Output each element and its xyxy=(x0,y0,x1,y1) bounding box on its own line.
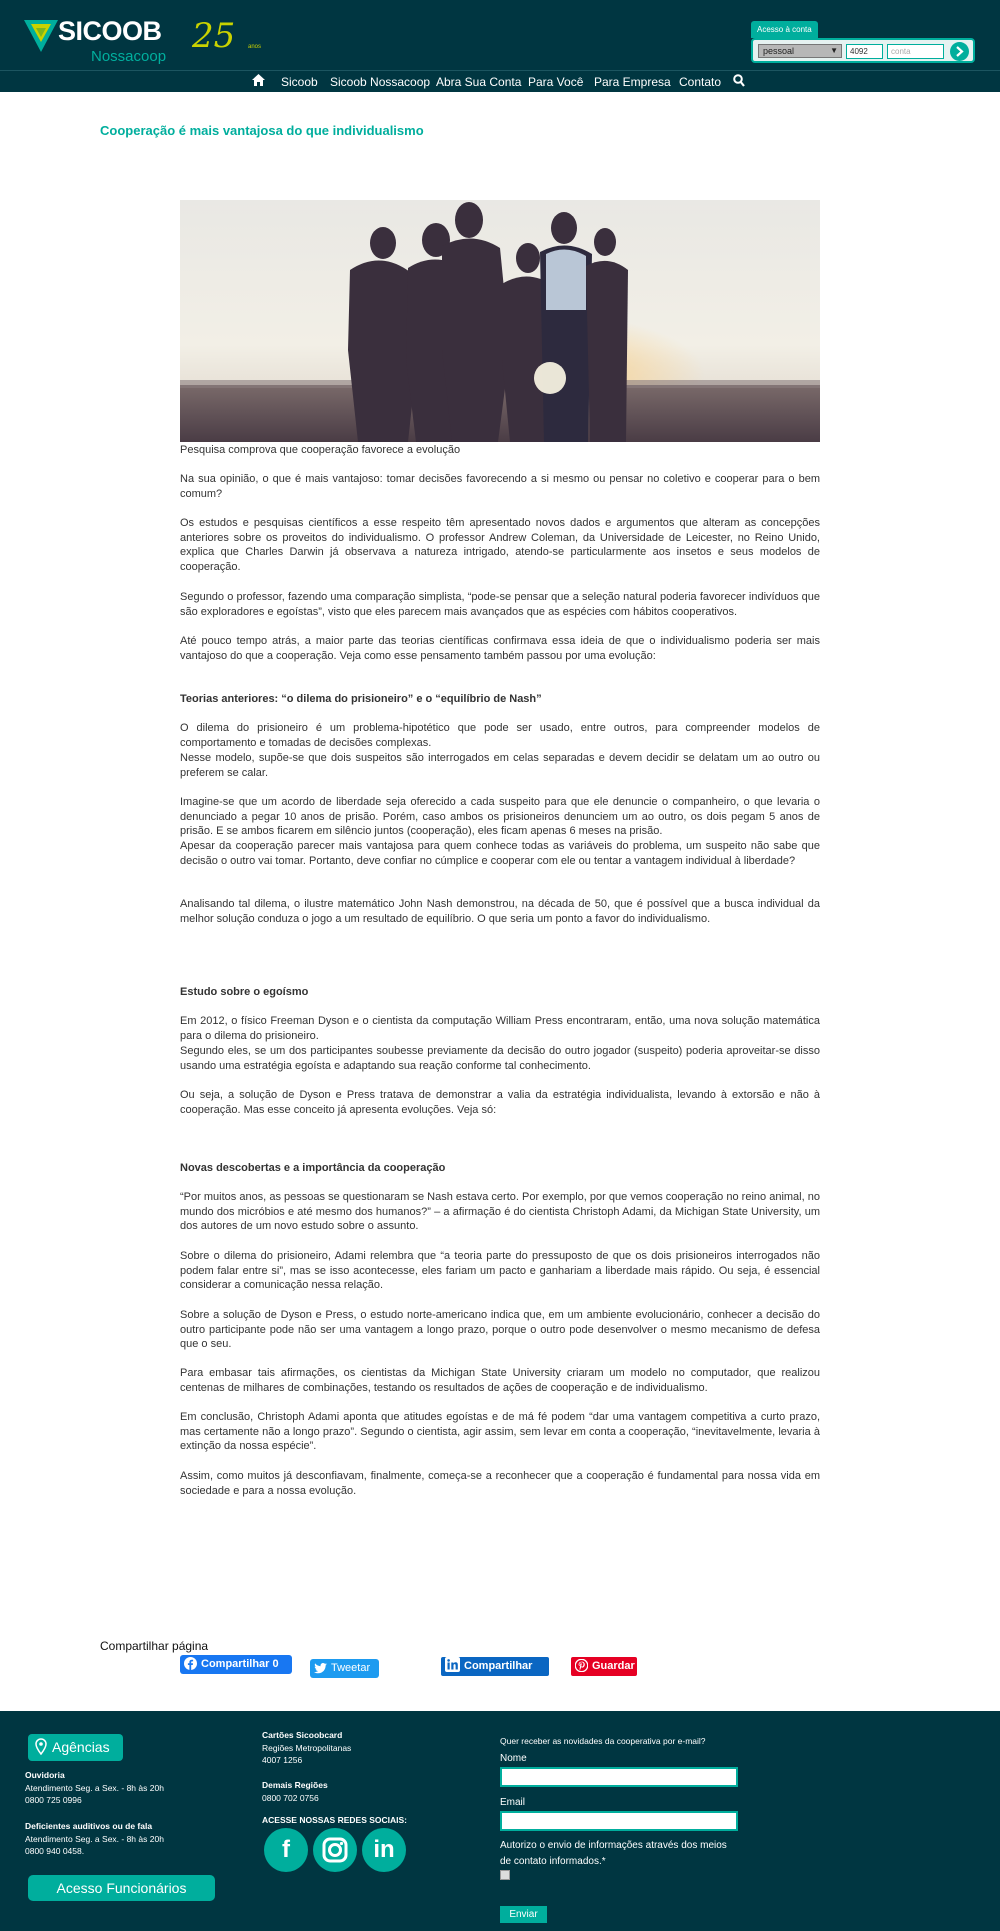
nav-contato[interactable]: Contato xyxy=(679,75,722,89)
article-paragraph: Em 2012, o físico Freeman Dyson e o cientista da computação William Press encontraram, então, uma nova solução matemática para o dilema do prisioneiro. xyxy=(180,1015,820,1042)
deficientes-hours: Atendimento Seg. a Sex. - 8h às 20h xyxy=(25,1833,164,1844)
article-paragraph: Segundo eles, se um dos participantes soubesse previamente da decisão do outro jogador (suspeito) poderia aproveitar-se disso usando uma estratégia egoísta e adaptando sua reação conforme tal conhecimento. xyxy=(180,1045,820,1072)
article-paragraph: Até pouco tempo atrás, a maior parte das teorias científicas confirmava essa ideia de que o individualismo poderia ser mais vantajoso do que a cooperação. Veja como esse pensamento também passou por uma evolução: xyxy=(180,635,820,662)
twitter-share-button[interactable] xyxy=(310,1659,379,1678)
article-paragraph: Na sua opinião, o que é mais vantajoso: tomar decisões favorecendo a si mesmo ou pensar no coletivo e cooperar para o bem comum? xyxy=(180,473,820,500)
share-title: Compartilhar página xyxy=(100,1639,209,1653)
facebook-share-button[interactable] xyxy=(180,1655,292,1674)
ouvidoria-info xyxy=(25,1769,164,1807)
account-type-value: pessoal xyxy=(763,46,795,56)
agencias-button[interactable] xyxy=(28,1734,123,1761)
twitter-icon xyxy=(314,1663,327,1674)
cartoes-title: Cartões Sicoobcard xyxy=(262,1730,343,1740)
hero-image xyxy=(180,200,820,442)
article-paragraph: Sobre o dilema do prisioneiro, Adami relembra que “a teoria parte do pressuposto de que os dois prisioneiros interrogados não podem falar entre si”, mas se isso acontecesse, eles fariam um pacto e ganhariam a liberdade mais rápido. Ou seja, é essencial considerar a comunicação nessa relação. xyxy=(180,1250,820,1292)
site-footer xyxy=(0,1711,1000,1931)
account-access-form xyxy=(751,38,975,63)
email-input[interactable] xyxy=(500,1811,738,1831)
pinterest-save-button[interactable] xyxy=(571,1657,637,1676)
redes-title: ACESSE NOSSAS REDES SOCIAIS: xyxy=(262,1815,408,1825)
main-nav xyxy=(0,70,1000,92)
enviar-button[interactable]: Enviar xyxy=(500,1906,547,1923)
article-paragraph: Em conclusão, Christoph Adami aponta que atitudes egoístas e de má fé podem “dar uma vantagem competitiva a curto prazo, mas certamente não a longo prazo”. Segundo o cientista, agir assim, sem levar em conta a cooperação, “inevitavelmente, levaria à extinção da nossa espécie”. xyxy=(180,1411,820,1453)
cooperative-input[interactable]: 4092 xyxy=(846,44,883,59)
linkedin-icon xyxy=(445,1657,460,1672)
article-paragraph: Analisando tal dilema, o ilustre matemático John Nash demonstrou, na década de 50, que é possível que a busca individual da melhor solução conduza o jogo a um resultado de equilíbrio. O que seria um ponto a favor do individualismo. xyxy=(180,898,820,925)
dropdown-arrow-icon: ▼ xyxy=(830,46,838,55)
access-go-button[interactable] xyxy=(950,42,969,61)
nav-sicoob-nossacoop[interactable]: Sicoob Nossacoop xyxy=(330,75,431,89)
article-paragraph: O dilema do prisioneiro é um problema-hipotético que pode ser usado, entre outros, para compreender modelos de comportamento e tomadas de decisões complexas. xyxy=(180,722,820,749)
instagram-icon xyxy=(313,1828,357,1872)
nav-para-voce[interactable]: Para Você xyxy=(528,75,584,89)
anniversary-number: 25 xyxy=(192,16,236,56)
article-paragraph: Os estudos e pesquisas científicos a esse respeito têm apresentado novos dados e argumentos que alteram as concepções anteriores sobre os proveitos do individualismo. O professor Andrew Coleman, da Universidade de Leicester, no Reino Unido, explica que Charles Darwin já observava a natureza intrigado, atendo-se particularmente aos insetos e seus modelos de cooperação. xyxy=(180,517,820,573)
logo-text: SICOOB xyxy=(58,16,162,46)
section-heading: Novas descobertas e a importância da cooperação xyxy=(180,1162,446,1174)
cartoes-phone: 4007 1256 xyxy=(262,1755,303,1765)
site-header xyxy=(0,0,1000,92)
account-access-tab: Acesso à conta xyxy=(751,21,818,38)
section-heading: Estudo sobre o egoísmo xyxy=(180,986,309,998)
image-caption: Pesquisa comprova que cooperação favorece a evolução xyxy=(180,444,461,456)
article-paragraph: Segundo o professor, fazendo uma comparação simplista, “pode-se pensar que a seleção natural poderia favorecer indivíduos que são exploradores e egoístas”, visto que eles parecem mais avançados que as espécies com hábitos cooperativos. xyxy=(180,591,820,618)
instagram-social-link[interactable] xyxy=(313,1828,357,1872)
arrow-right-icon xyxy=(954,46,965,57)
article-paragraph: “Por muitos anos, as pessoas se questionaram se Nash estava certo. Por exemplo, por que vemos cooperação no reino animal, no mundo dos micróbios e até mesmo dos humanos?” – a afirmação é do cientista Christoph Adami, da Michigan State University, um dos autores de um novo estudo sobre o assunto. xyxy=(180,1191,820,1233)
ouvidoria-phone: 0800 725 0996 xyxy=(25,1795,82,1805)
account-type-select[interactable] xyxy=(758,44,842,58)
search-icon[interactable] xyxy=(733,74,745,87)
acesso-funcionarios-button[interactable]: Acesso Funcionários xyxy=(28,1875,215,1901)
ouvidoria-title: Ouvidoria xyxy=(25,1770,65,1780)
linkedin-icon: in xyxy=(373,1836,395,1863)
nav-abra-sua-conta[interactable]: Abra Sua Conta xyxy=(436,75,522,89)
pinterest-icon xyxy=(575,1659,588,1672)
page-title: Cooperação é mais vantajosa do que individualismo xyxy=(100,123,424,138)
deficientes-phone: 0800 940 0458. xyxy=(25,1846,85,1856)
anniversary-badge xyxy=(192,16,272,56)
autorizo-label: Autorizo o envio de informações através dos meios de contato informados.* xyxy=(500,1840,727,1867)
pinterest-save-label: Guardar xyxy=(592,1660,635,1672)
home-icon[interactable] xyxy=(252,74,265,86)
article-paragraph: Ou seja, a solução de Dyson e Press tratava de demonstrar a valia da estratégia individualista, levando à extorsão e não à cooperação. Mas esse conceito já apresenta evoluções. Veja só: xyxy=(180,1089,820,1116)
facebook-icon xyxy=(184,1657,197,1670)
logo-subtitle: Nossacoop xyxy=(91,48,167,65)
facebook-social-link[interactable] xyxy=(264,1828,308,1872)
cartoes-regioes: Regiões Metropolitanas xyxy=(262,1742,352,1753)
cartoes-info xyxy=(262,1729,351,1767)
deficientes-title: Deficientes auditivos ou de fala xyxy=(25,1821,153,1831)
demais-phone: 0800 702 0756 xyxy=(262,1792,319,1803)
nav-sicoob[interactable]: Sicoob xyxy=(281,75,318,89)
linkedin-share-button[interactable] xyxy=(441,1657,549,1676)
section-heading: Teorias anteriores: “o dilema do prisioneiro” e o “equilíbrio de Nash” xyxy=(180,693,542,705)
article-paragraph: Assim, como muitos já desconfiavam, finalmente, começa-se a reconhecer que a cooperação é fundamental para nossa vida em sociedade e para a nossa evolução. xyxy=(180,1470,820,1497)
friends-sunset-illustration xyxy=(180,200,820,442)
article-paragraph: Para embasar tais afirmações, os cientistas da Michigan State University criaram um modelo no computador, que realizou centenas de milhares de combinações, testando os resultados de ações de cooperação e de individualismo. xyxy=(180,1367,820,1394)
agencias-label: Agências xyxy=(52,1739,110,1755)
account-input[interactable]: conta xyxy=(887,44,944,59)
anniversary-label: anos xyxy=(248,44,262,50)
linkedin-share-label: Compartilhar xyxy=(464,1660,533,1672)
nav-para-empresa[interactable]: Para Empresa xyxy=(594,75,671,89)
facebook-share-label: Compartilhar 0 xyxy=(201,1658,279,1670)
twitter-share-label: Tweetar xyxy=(331,1662,371,1674)
article-paragraph: Nesse modelo, supõe-se que dois suspeitos são interrogados em celas separadas e devem decidir se delatam um ao outro ou preferem se calar. xyxy=(180,752,820,779)
autorizo-checkbox[interactable] xyxy=(500,1870,510,1880)
deficientes-info xyxy=(25,1820,164,1858)
location-pin-icon xyxy=(35,1738,47,1755)
demais-title: Demais Regiões xyxy=(262,1780,328,1790)
linkedin-social-link[interactable] xyxy=(362,1828,406,1872)
sicoob-logo[interactable] xyxy=(24,18,174,66)
ouvidoria-hours: Atendimento Seg. a Sex. - 8h às 20h xyxy=(25,1782,164,1793)
article-paragraph: Apesar da cooperação parecer mais vantajosa para quem conhece todas as variáveis do problema, um suspeito não sabe que decisão o outro vai tomar. Portanto, deve confiar no cúmplice e cooperar com ele ou tentar a vantagem individual à liberdade? xyxy=(180,840,820,867)
email-label: Email xyxy=(500,1797,526,1808)
facebook-icon: f xyxy=(282,1836,290,1863)
article-paragraph: Imagine-se que um acordo de liberdade seja oferecido a cada suspeito para que ele denuncie o companheiro, o que levaria o denunciado a pegar 10 anos de prisão. Porém, caso ambos os prisioneiros denunciem um ao outro, os dois pegam 5 anos de prisão. E se ambos ficarem em silêncio juntos (cooperação), eles ficam apenas 6 meses na prisão. xyxy=(180,796,820,838)
article-paragraph: Sobre a solução de Dyson e Press, o estudo norte-americano indica que, em um ambiente evolucionário, conhecer a decisão do outro participante pode não ser uma vantagem a longo prazo, porque o outro pode desenvolver o mesmo mecanismo de defesa que o seu. xyxy=(180,1309,820,1351)
nome-input[interactable] xyxy=(500,1767,738,1787)
sicoob-chevron-icon xyxy=(24,20,58,54)
newsletter-intro: Quer receber as novidades da cooperativa por e-mail? xyxy=(500,1736,706,1746)
nome-label: Nome xyxy=(500,1753,527,1764)
demais-regioes-info xyxy=(262,1779,328,1804)
